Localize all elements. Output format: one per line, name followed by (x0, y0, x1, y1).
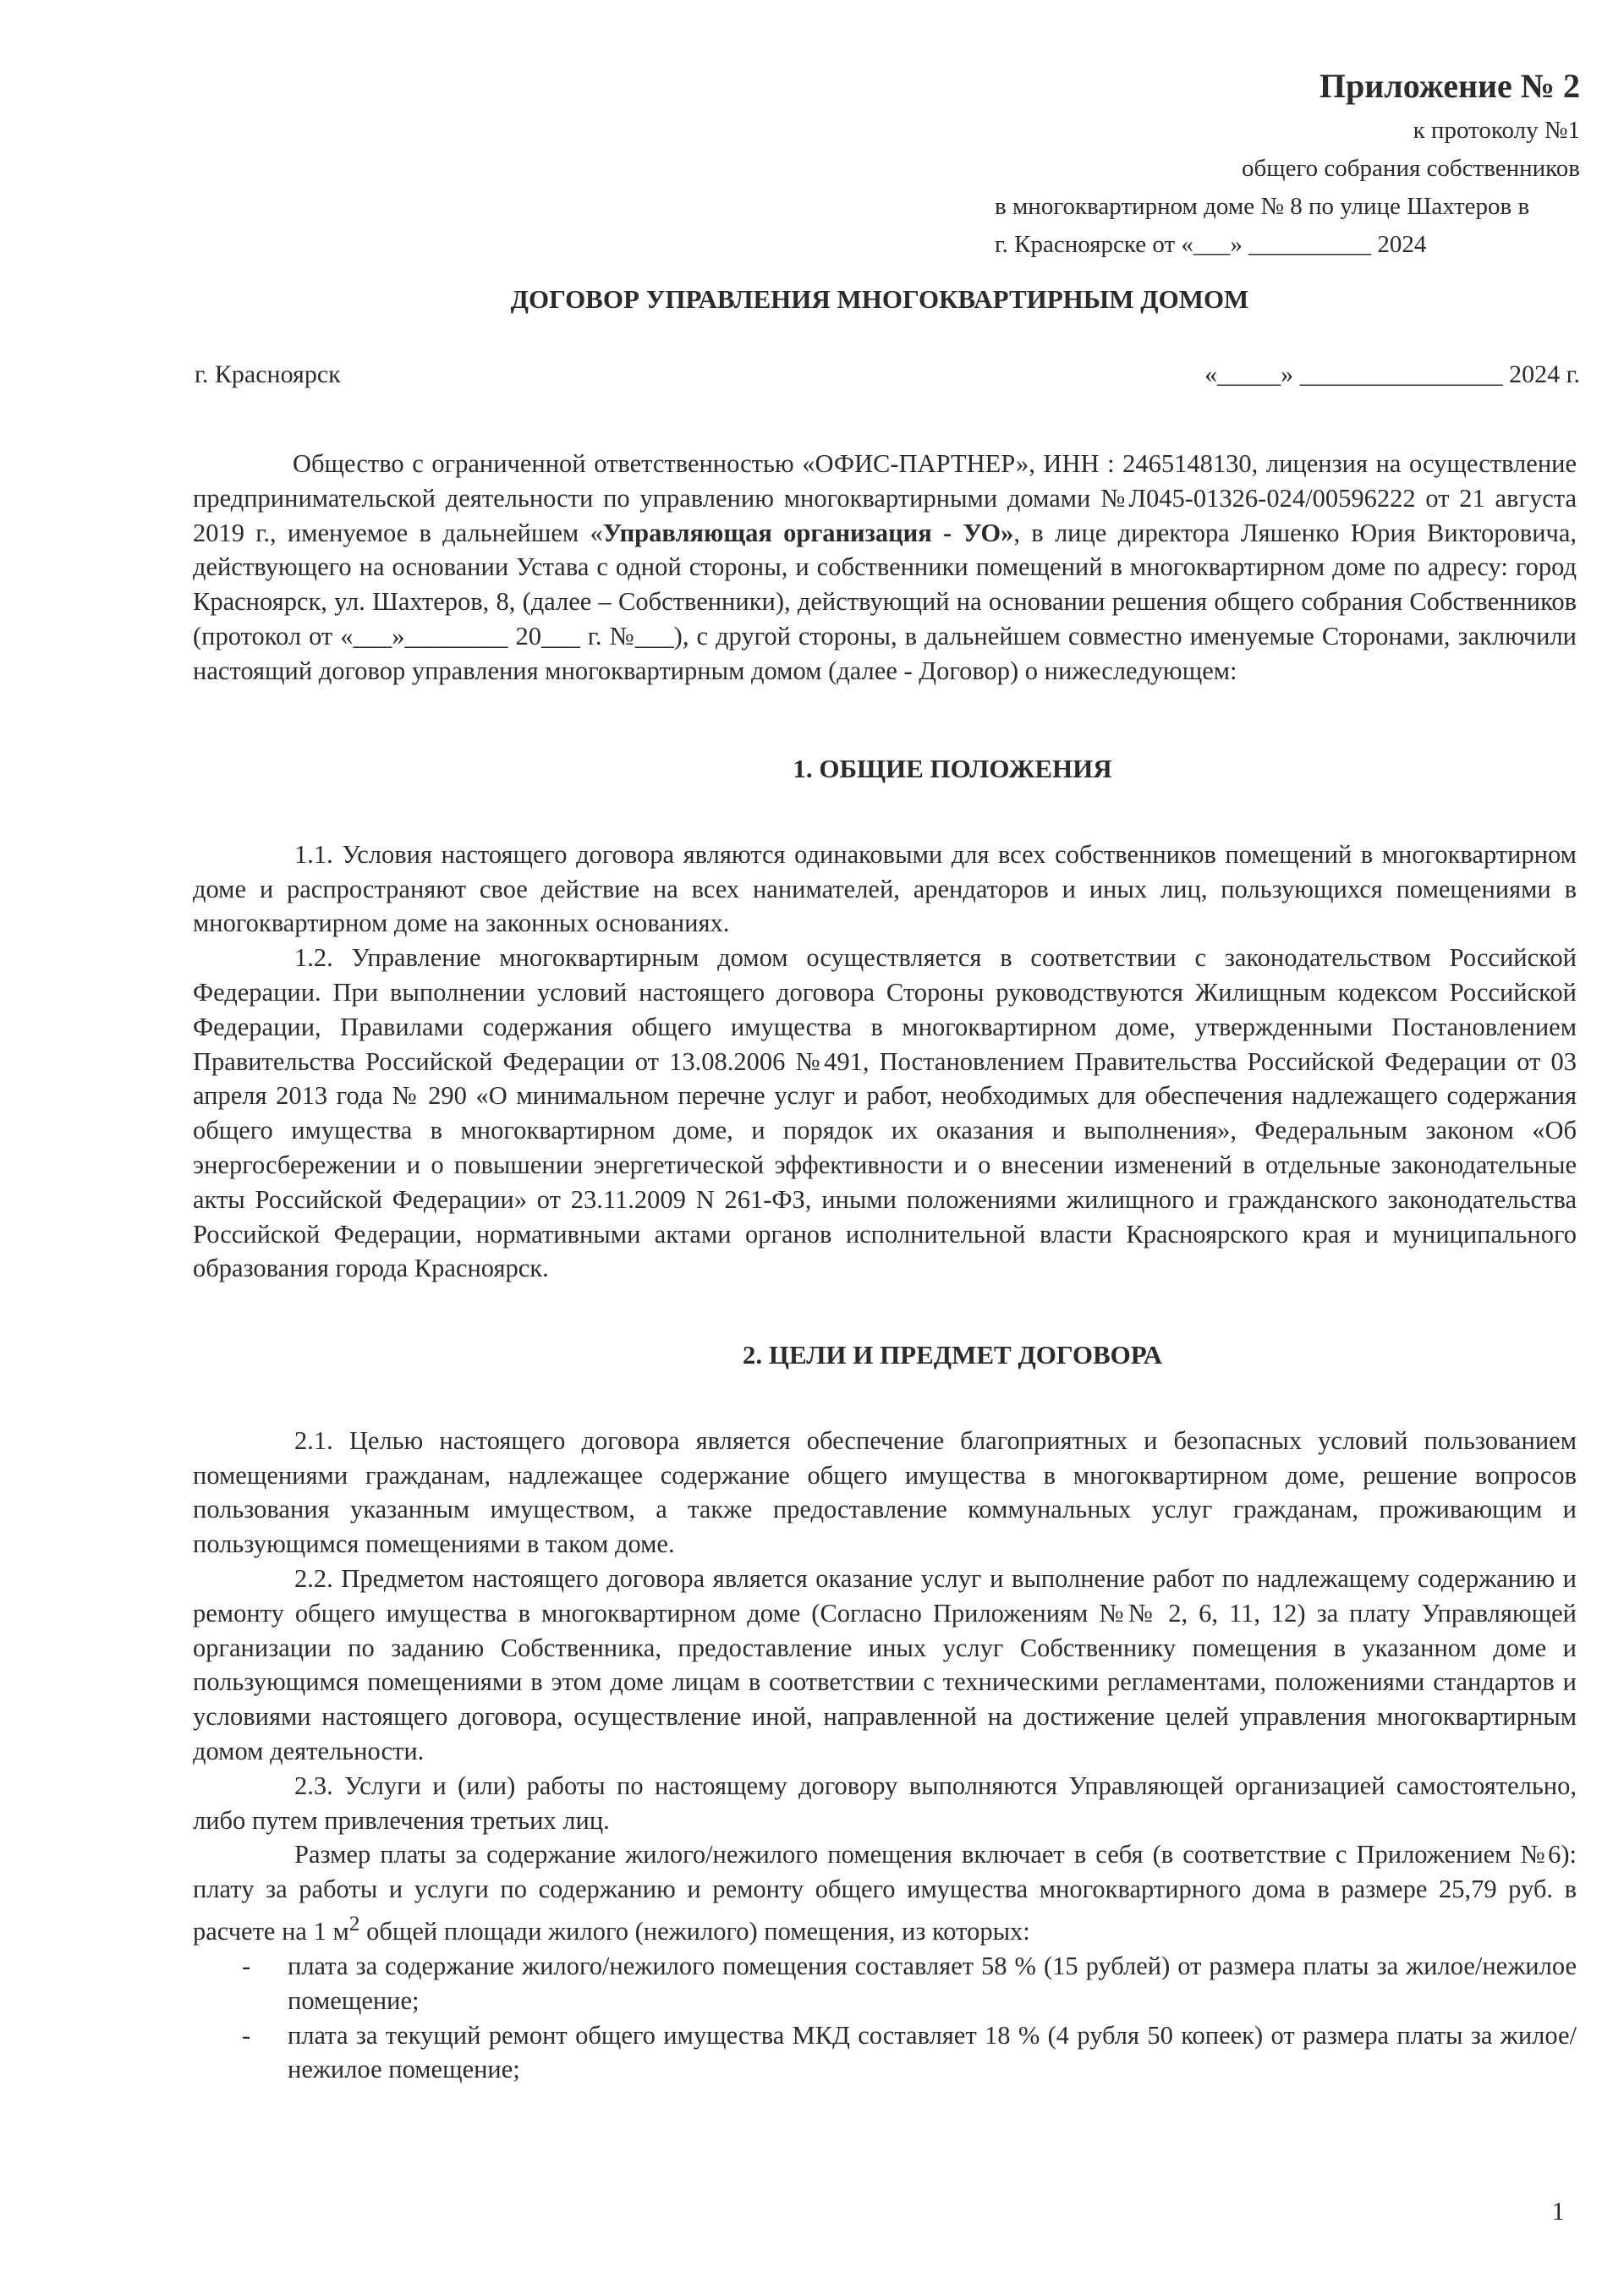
intro-text-2: , в лице директора Ляшенко Юрия Викторовича, действующего на основании Устава с одной стороны, и собственники помещений в многоквартирном доме по адресу: город Красноярск, ул. Шахтеров, 8, (далее – Собственники), действующий на основании решения общего собрания Собственников (протокол от «___»________ 20___ г. №___), с другой стороны, в дальнейшем совместно именуемые Сторонами, заключили настоящий договор управления многоквартирным домом (далее - Договор) о нижеследующем: (193, 518, 1577, 685)
document-title: ДОГОВОР УПРАВЛЕНИЯ МНОГОКВАРТИРНЫМ ДОМОМ (510, 284, 1249, 314)
appendix-title: Приложение № 2 (1319, 67, 1580, 105)
clause-1-1: 1.1. Условия настоящего договора являются одинаковыми для всех собственников помещений в многоквартирном доме и распространяют свое действие на всех нанимателей, арендаторов и иных лиц, пользующихся помещениями в многоквартирном доме на законных основаниях. (193, 839, 1577, 938)
list-item (193, 1949, 1577, 2018)
dash-marker: - (242, 2020, 251, 2050)
intro-text-1: Общество с ограниченной ответственностью «ОФИС-ПАРТНЕР», ИНН : 2465148130, лицензия на осуществление предпринимательской деятельности по управлению многоквартирными домами №Л045-01326-024/00596222 от 21 августа 2019 г., именуемое в дальнейшем « (193, 449, 1577, 547)
intro-bold-party: Управляющая организация - УО» (602, 518, 1014, 547)
clause-2-1: 2.1. Целью настоящего договора является обеспечение благоприятных и безопасных условий пользованием помещениями гражданам, надлежащее содержание общего имущества в многоквартирном доме, решение вопросов пользования указанным имуществом, а также предоставление коммунальных услуг гражданам, проживающим и пользующимся помещениями в таком доме. (193, 1425, 1577, 1559)
section-2-title: 2. ЦЕЛИ И ПРЕДМЕТ ДОГОВОРА (742, 1340, 1163, 1370)
clause-2-2: 2.2. Предметом настоящего договора является оказание услуг и выполнение работ по надлежащему содержанию и ремонту общего имущества в многоквартирном доме (Согласно Приложениям №№ 2, 6, 11, 12) за плату Управляющей организации по заданию Собственника, предоставление иных услуг Собственнику помещения в указанном доме и пользующимся помещениями в этом доме лицам в соответствии с техническими регламентами, положениями стандартов и условиями настоящего договора, осуществление иной, направленной на достижение целей управления многоквартирным домом деятельности. (193, 1563, 1577, 1765)
list-item (193, 2018, 1577, 2088)
section-2 (193, 1338, 1577, 2087)
list-item-text: плата за текущий ремонт общего имущества МКД составляет 18 % (4 рубля 50 копеек) от размера платы за жилое/нежилое помещение; (288, 2020, 1577, 2084)
intro-paragraph (193, 447, 1577, 689)
fee-text-b: общей площади жилого (нежилого) помещения, из которых: (359, 1917, 1030, 1946)
section-1 (193, 752, 1577, 1286)
clause-1-2: 1.2. Управление многоквартирным домом осуществляется в соответствии с законодательством Российской Федерации. При выполнении условий настоящего договора Стороны руководствуются Жилищным кодексом Российской Федерации, Правилами содержания общего имущества в многоквартирном доме, утвержденными Постановлением Правительства Российской Федерации от 13.08.2006 №491, Постановлением Правительства Российской Федерации от 03 апреля 2013 года № 290 «О минимальном перечне услуг и работ, необходимых для обеспечения надлежащего содержания общего имущества в многоквартирном доме, и порядок их оказания и выполнения», Федеральным законом «Об энергосбережении и о повышении энергетической эффективности и о внесении изменений в отдельные законодательные акты Российской Федерации» от 23.11.2009 N 261-ФЗ, иными положениями жилищного и гражданского законодательства Российской Федерации, нормативными актами органов исполнительной власти Красноярского края и муниципального образования города Красноярск. (193, 943, 1577, 1283)
appendix-header (819, 61, 1580, 264)
fee-text-a: Размер платы за содержание жилого/нежилого помещения включает в себя (в соответствие с Приложением №6): плату за работы и услуги по содержанию и ремонту общего имущества многоквартирного дома в размере 25,79 руб. в расчете на 1 м (193, 1840, 1577, 1946)
contract-place: г. Красноярск (195, 360, 341, 388)
dash-marker: - (242, 1951, 251, 1980)
section-1-title: 1. ОБЩИЕ ПОЛОЖЕНИЯ (793, 754, 1112, 783)
clause-2-3: 2.3. Услуги и (или) работы по настоящему договору выполняются Управляющей организацией самостоятельно, либо путем привлечения третьих лиц. (193, 1771, 1577, 1835)
appendix-line-date: г. Красноярске от «___» __________ 2024 (995, 231, 1427, 258)
contract-date: «_____» ________________ 2024 г. (1204, 360, 1580, 388)
appendix-line-address: в многоквартирном доме № 8 по улице Шахтеров в (995, 193, 1530, 220)
list-item-text: плата за содержание жилого/нежилого помещения составляет 58 % (15 рублей) от размера платы за жилое/нежилое помещение; (288, 1951, 1577, 2015)
appendix-line-meeting: общего собрания собственников (1242, 155, 1580, 182)
page-number: 1 (1551, 2196, 1565, 2226)
fee-superscript: 2 (348, 1911, 360, 1935)
fee-paragraph (193, 1837, 1577, 1949)
intro-block (193, 447, 1577, 689)
appendix-line-protocol: к протоколу №1 (1413, 117, 1580, 144)
fee-breakdown-list (193, 1949, 1577, 2087)
